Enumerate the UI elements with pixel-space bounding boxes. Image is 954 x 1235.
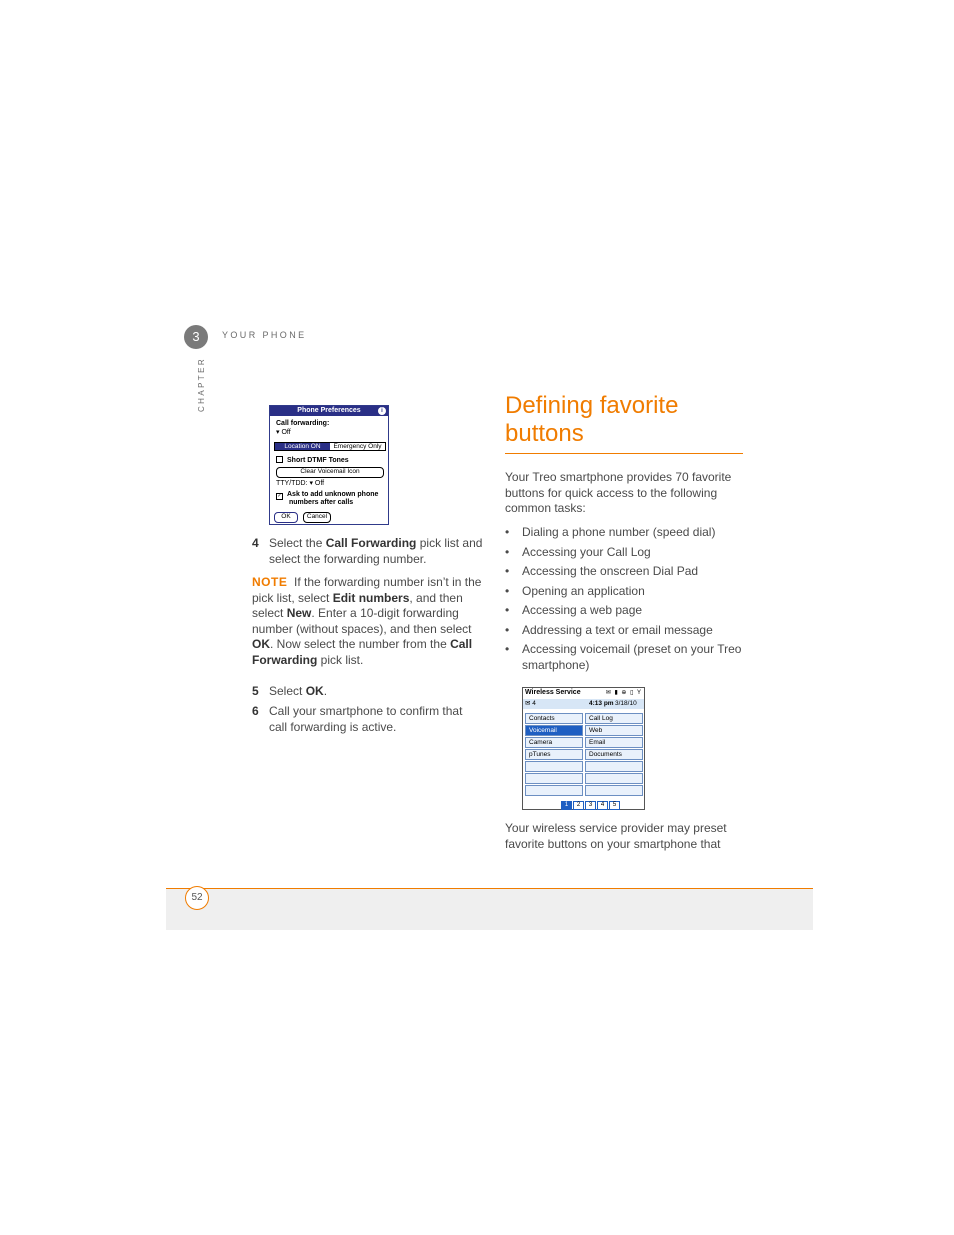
step-6 [252, 704, 492, 734]
checkbox-checked-icon: ✓ [277, 493, 282, 499]
info-icon: i [378, 407, 386, 415]
note-bold: OK [252, 637, 270, 651]
status-icons: ✉ ▮ ⊕ ▯ Y [605, 690, 642, 696]
clock-time: 4:13 pm [589, 700, 614, 707]
intro-paragraph: Your Treo smartphone provides 70 favorite buttons for quick access to the following common tasks: [505, 470, 732, 515]
step-4 [252, 536, 492, 566]
fav-empty [585, 761, 643, 772]
cancel-button: Cancel [303, 512, 331, 523]
ok-button: OK [274, 512, 298, 523]
call-forwarding-picklist: ▾ Off [276, 429, 291, 436]
note-label: NOTE [252, 575, 288, 589]
step-text: . [323, 684, 328, 698]
favorites-page-tabs [561, 801, 621, 810]
message-count: ✉ 4 [525, 700, 536, 707]
fav-web: Web [585, 725, 643, 736]
step-text: pick list and select the forwarding number. [269, 536, 483, 566]
step-number: 5 [252, 684, 259, 698]
footer-divider [166, 888, 813, 889]
page-tab: 1 [561, 801, 572, 810]
short-dtmf-row [276, 456, 349, 465]
note-bold: Edit numbers [332, 590, 410, 605]
list-item: • Accessing your Call Log [505, 544, 651, 559]
phone-preferences-screenshot [269, 405, 389, 525]
list-item-text: Opening an application [522, 583, 645, 598]
step-text: Select the [269, 536, 326, 550]
screen-title-bar [270, 406, 388, 416]
page-tab: 3 [585, 801, 596, 810]
page-tab: 4 [597, 801, 608, 810]
list-item-text: Dialing a phone number (speed dial) [522, 525, 716, 539]
fav-email: Email [585, 737, 643, 748]
fav-contacts: Contacts [525, 713, 583, 724]
location-segmented-control [274, 442, 386, 451]
step-number: 4 [252, 536, 259, 550]
step-bold: OK [305, 684, 324, 698]
page-number: 52 [185, 886, 209, 910]
note-text: . Enter a 10-digit forwarding number (without spaces), and then select [252, 606, 472, 636]
chapter-number-badge: 3 [184, 325, 208, 349]
fav-documents: Documents [585, 749, 643, 760]
list-item: • Accessing voicemail (preset on your Treo smartphone) [505, 642, 742, 672]
page-tab: 2 [573, 801, 584, 810]
list-item: • Accessing a web page [505, 603, 643, 617]
note-text: If the forwarding number isn’t in the pick list, select [252, 575, 482, 605]
note-block [252, 575, 490, 668]
fav-empty [525, 785, 583, 796]
tty-tdd-row: TTY/TDD: ▾ Off [276, 480, 325, 487]
ask-add-label-2: numbers after calls [289, 499, 354, 506]
note-text: , and then select [252, 590, 463, 620]
page-tab: 5 [609, 801, 620, 810]
list-item: • Addressing a text or email message [505, 622, 713, 637]
call-forwarding-label: Call forwarding: [276, 420, 330, 427]
checkbox-empty-icon [276, 456, 283, 463]
list-item-text: Addressing a text or email message [522, 622, 713, 637]
list-item-text: Accessing the onscreen Dial Pad [522, 564, 699, 578]
closing-paragraph: Your wireless service provider may preset favorite buttons on your smartphone that [505, 821, 727, 851]
step-5 [252, 684, 492, 700]
list-item: • Dialing a phone number (speed dial) [505, 525, 716, 539]
fav-call-log: Call Log [585, 713, 643, 724]
list-item: • Opening an application [505, 583, 645, 598]
list-item-text: Accessing your Call Log [522, 544, 651, 559]
seg-emergency-only: Emergency Only [333, 443, 382, 450]
step-text: Call your smartphone to confirm that call forwarding is active. [269, 704, 463, 734]
fav-empty [585, 785, 643, 796]
list-item-text: Accessing a web page [522, 603, 643, 617]
fav-empty [525, 761, 583, 772]
task-bullet-list [505, 525, 745, 677]
screen-title: Phone Preferences [297, 407, 361, 414]
short-dtmf-label: Short DTMF Tones [287, 457, 349, 464]
favorites-screenshot [522, 687, 645, 810]
date: 3/18/10 [615, 700, 637, 707]
step-bold: Call Forwarding [325, 536, 417, 550]
list-item: • Accessing the onscreen Dial Pad [505, 564, 699, 578]
chapter-title: YOUR PHONE [222, 330, 307, 340]
carrier-name: Wireless Service [525, 689, 581, 696]
ask-add-label-1: Ask to add unknown phone [287, 491, 379, 498]
note-text: pick list. [317, 652, 364, 667]
footer-band [166, 888, 813, 930]
clear-voicemail-button: Clear Voicemail Icon [276, 467, 384, 478]
seg-location-on: Location ON [275, 443, 330, 450]
step-text: Select [269, 684, 306, 698]
chapter-vertical-label: CHAPTER [197, 356, 207, 413]
fav-camera: Camera [525, 737, 583, 748]
note-bold: Call Forwarding [252, 637, 473, 667]
step-number: 6 [252, 704, 259, 718]
fav-empty [525, 773, 583, 784]
note-text: . Now select the number from the [270, 637, 451, 651]
list-item-text: Accessing voicemail (preset on your Treo smartphone) [522, 642, 742, 672]
fav-voicemail: Voicemail [525, 725, 583, 736]
note-bold: New [286, 606, 312, 620]
heading-divider [505, 453, 743, 454]
fav-ptunes: pTunes [525, 749, 583, 760]
section-heading: Defining favorite buttons [505, 392, 679, 447]
status-row [523, 699, 644, 709]
fav-empty [585, 773, 643, 784]
